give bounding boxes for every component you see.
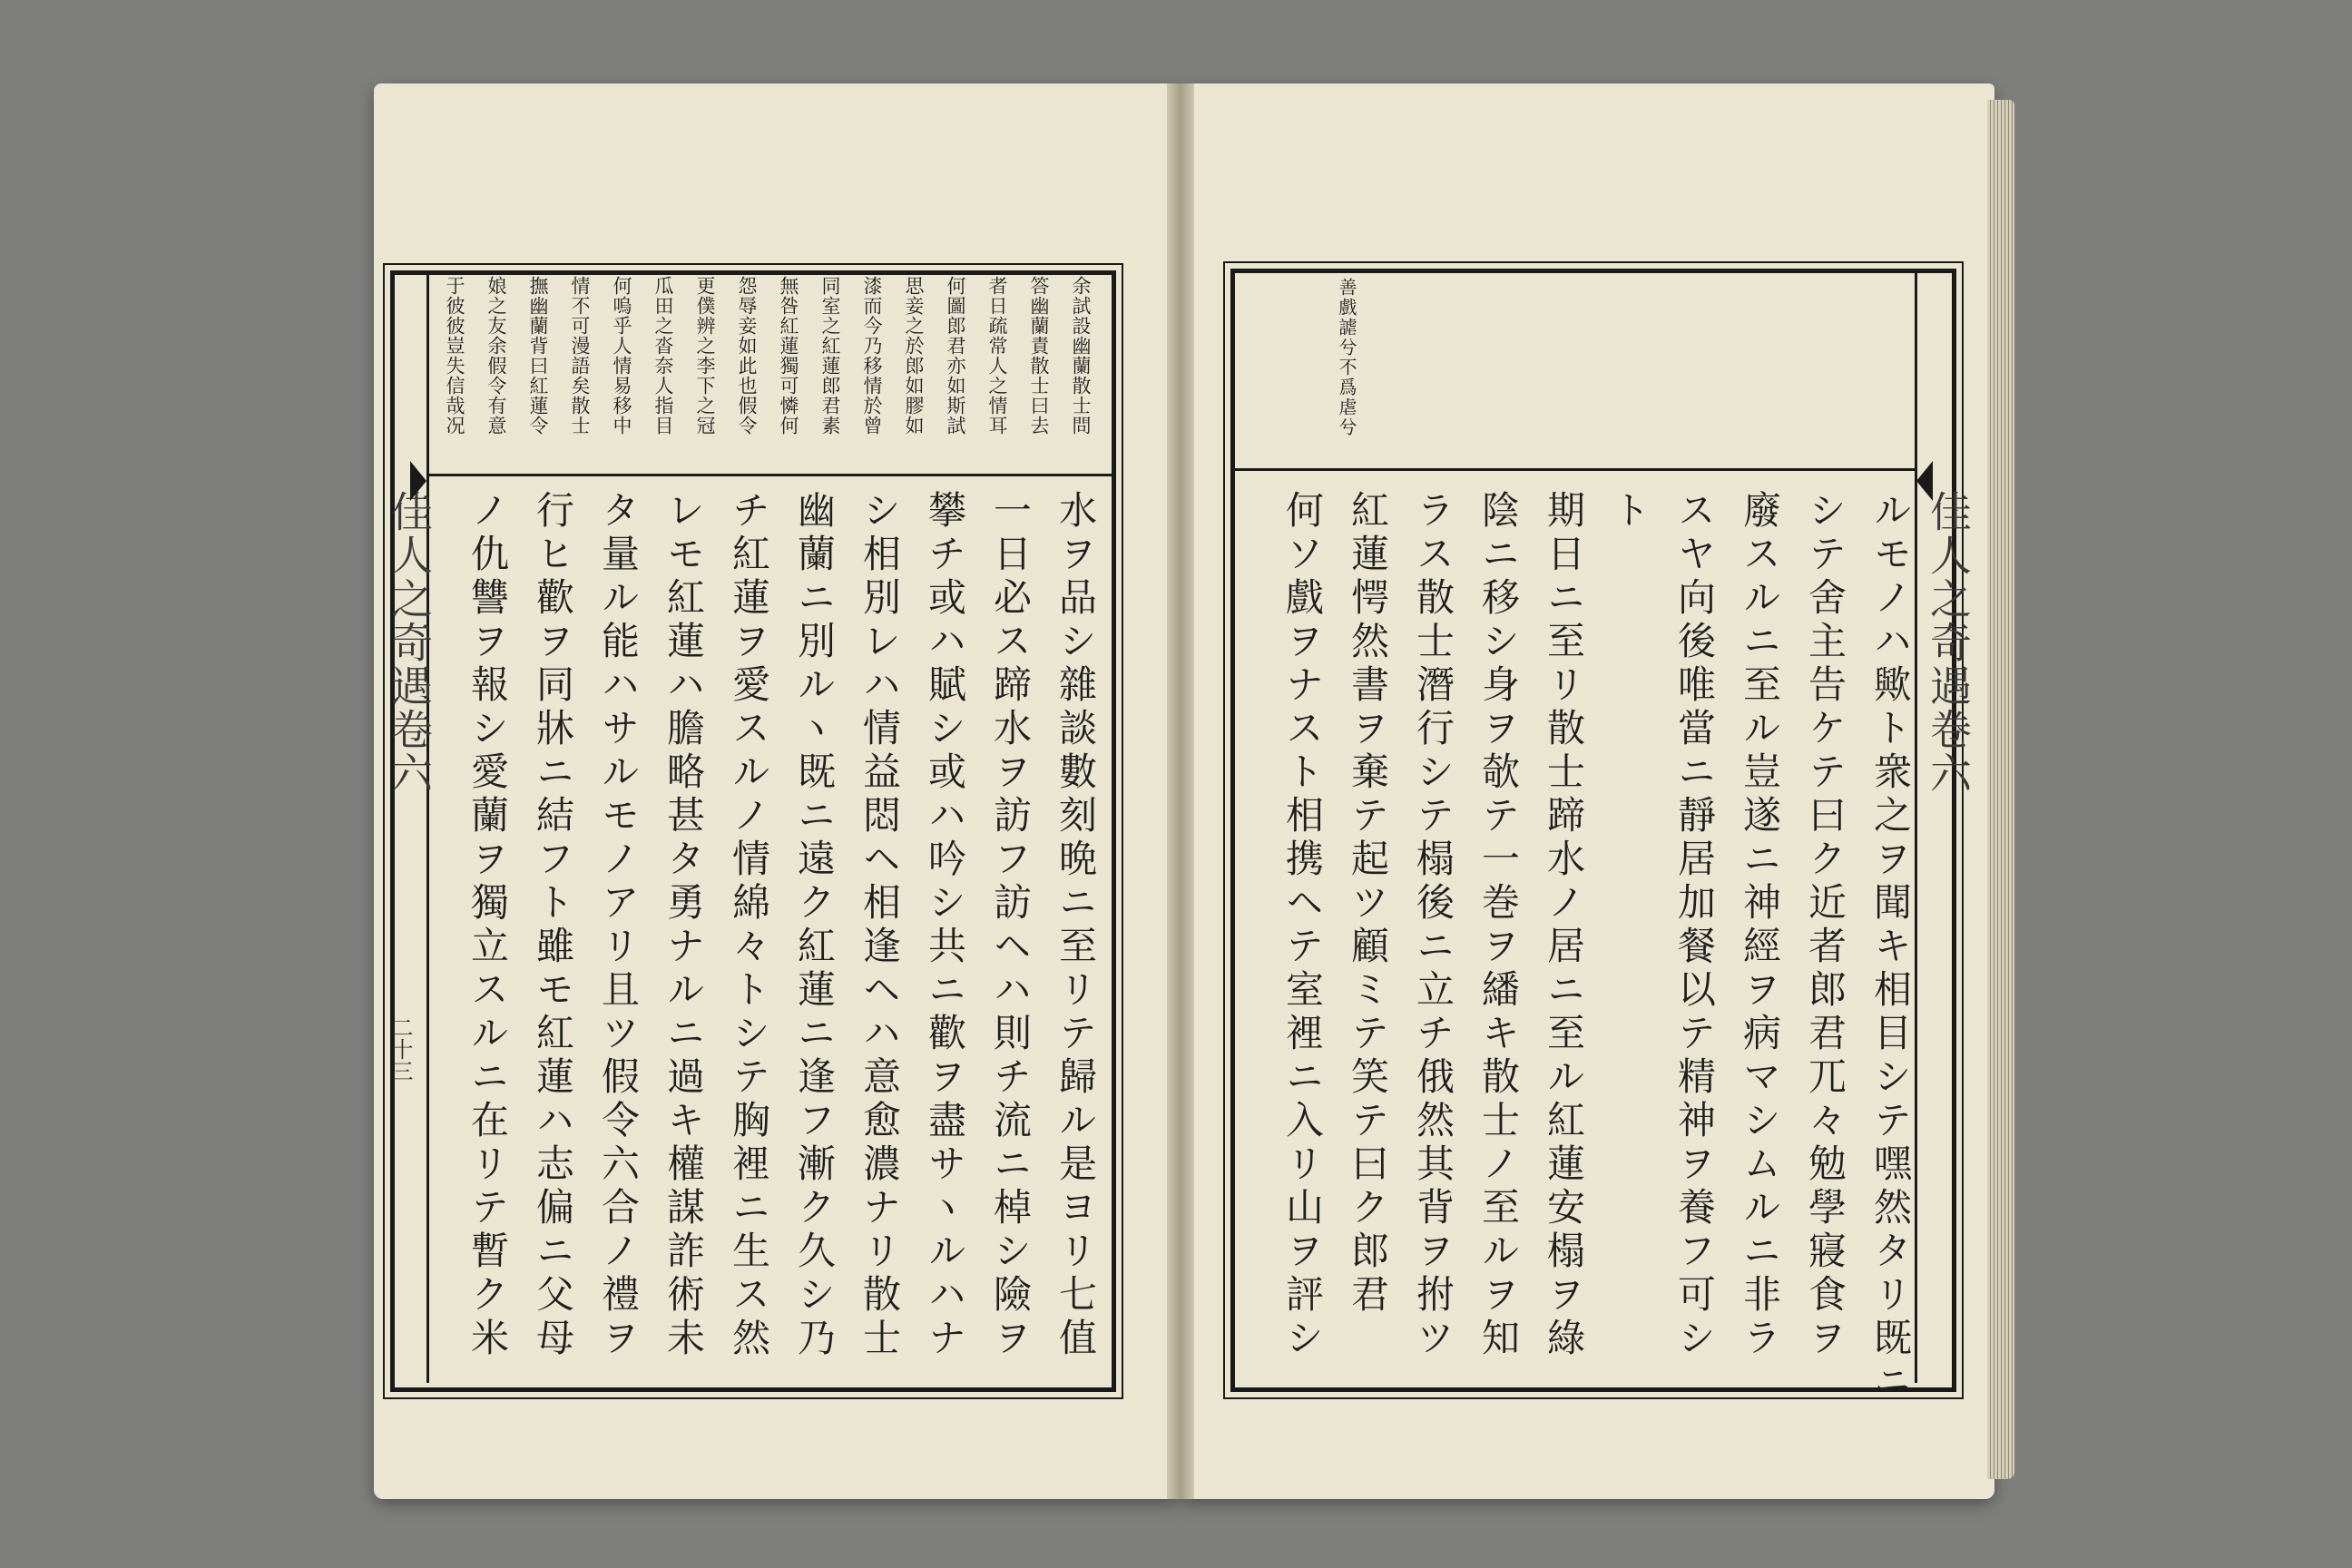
left-text-column: 水ヲ品シ雜談數刻晩ニ至リテ歸ル是ヨリ七值 [1054,490,1098,1361]
left-note-line: 同室之紅蓮郎君素 [819,276,841,436]
left-text-column: シ相別レハ情益悶ヘ相逢ヘハ意愈濃ナリ散士 [858,490,902,1361]
left-text-column: チ紅蓮ヲ愛スルノ情綿々トシテ胸裡ニ生ス然 [727,490,771,1361]
right-header-title: 佳人之奇遇卷六 [1924,490,1973,795]
right-text-column: スヤ向後唯當ニ靜居加餐以テ精神ヲ養フ可シ [1672,490,1717,1361]
left-note-line: 更僕辨之李下之冠 [694,276,716,436]
right-text-column: 陰ニ移シ身ヲ欹テ一巻ヲ繙キ散士ノ至ルヲ知 [1476,490,1521,1361]
right-text-column: ト [1607,490,1651,534]
right-text-column: 期日ニ至リ散士蹄水ノ居ニ至ル紅蓮安榻ヲ綠 [1542,490,1586,1361]
left-text-column: ノ仇讐ヲ報シ愛蘭ヲ獨立スルニ在リテ暫ク米 [466,490,510,1361]
left-fishtail-mark [410,461,426,501]
left-note-line: 撫幽蘭背曰紅蓮令 [527,276,549,436]
left-note-line: 情不可漫語矣散士 [569,276,591,436]
left-text-column: 攀チ或ハ賦シ或ハ吟シ共ニ歡ヲ盡サヽルハナ [923,490,967,1361]
right-text-column: ラス散士潛行シテ榻後ニ立チ俄然其背ヲ拊ツ [1411,490,1455,1361]
left-folio: 二十三 [387,1016,413,1082]
left-note-line: 者日疏常人之情耳 [986,276,1008,436]
left-note-divider [426,474,1112,476]
left-note-line: 何圖郎君亦如斯試 [945,276,966,436]
right-text-column: シテ舍主告ケテ曰ク近者郎君兀々勉學寢食ヲ [1803,490,1847,1361]
left-header-rule [426,270,429,1383]
left-note-line: 余試設幽蘭散士問 [1070,276,1092,436]
left-note-line: 何嗚乎人情易移中 [611,276,632,436]
left-text-column: 行ヒ歡ヲ同牀ニ結フト雖モ紅蓮ハ志偏ニ父母 [531,490,575,1361]
left-note-line: 瓜田之沓奈人指目 [652,276,674,436]
left-header-title: 佳人之奇遇卷六 [385,490,434,795]
right-text-column: ルモノハ歟ト衆之ヲ聞キ相目シテ嘿然タリ既ニ [1868,490,1913,1405]
left-text-column: タ量ル能ハサルモノアリ且ツ假令六合ノ禮ヲ [596,490,641,1361]
left-note-line: 答幽蘭責散士曰去 [1028,276,1050,436]
right-text-column: 廢スルニ至ル豈遂ニ神經ヲ病マシムルニ非ラ [1738,490,1782,1361]
left-note-line: 思妾之於郎如膠如 [903,276,925,436]
page-edges [1987,100,2014,1479]
left-note-line: 無咎紅蓮獨可憐何 [778,276,799,436]
left-note-line: 漆而今乃移情於曾 [861,276,883,436]
right-text-column: 紅蓮愕然書ヲ棄テ起ツ顧ミテ笑テ曰ク郎君 [1346,490,1390,1318]
left-text-column: 幽蘭ニ別ルヽ既ニ遠ク紅蓮ニ逢フ漸ク久シ乃 [792,490,837,1361]
left-note-line: 娘之友余假令有意 [485,276,507,436]
left-text-column: 一日必ス蹄水ヲ訪フ訪ヘハ則チ流ニ棹シ險ヲ [988,490,1033,1361]
left-text-column: レモ紅蓮ハ膽略甚タ勇ナルニ過キ權謀詐術未 [662,490,706,1361]
left-note-line: 于彼彼豈失信哉况 [444,276,466,436]
right-headnote: 善戲謔兮不爲虐兮 [1336,278,1357,437]
book-gutter [1167,83,1194,1499]
right-note-divider [1230,468,1916,471]
left-note-line: 怨辱妾如此也假令 [736,276,758,436]
right-text-column: 何ソ戲ヲナスト相携ヘテ室裡ニ入リ山ヲ評シ [1280,490,1325,1361]
